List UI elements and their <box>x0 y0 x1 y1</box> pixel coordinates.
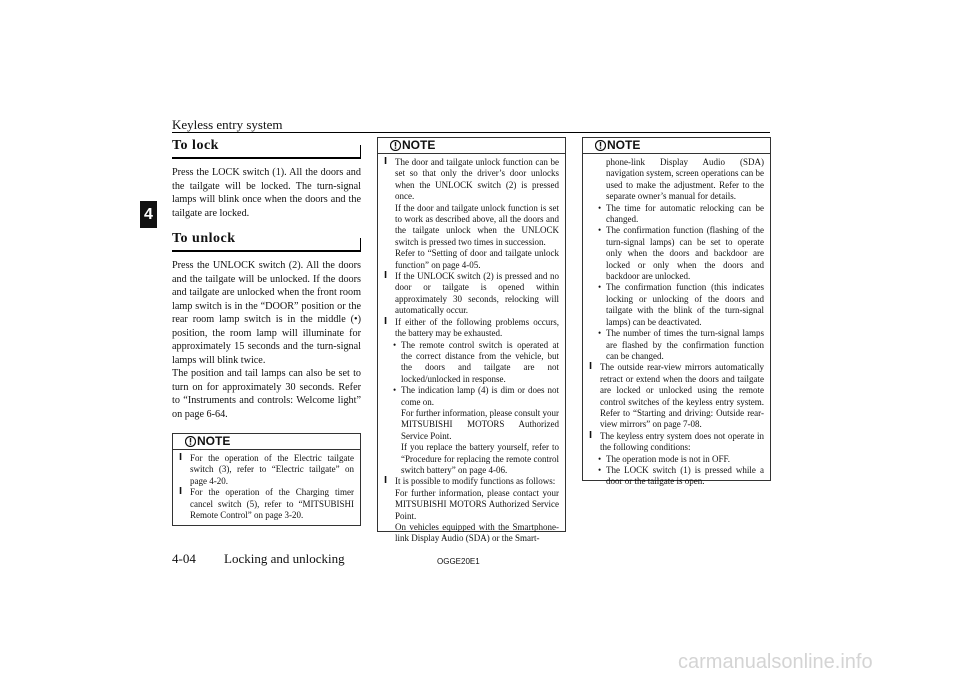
section-rule <box>172 157 361 159</box>
note-box <box>377 137 566 544</box>
note-sub-item: • The operation mode is not in OFF. <box>589 454 764 465</box>
note-item: l The keyless entry system does not operate in the following conditions: <box>589 431 764 454</box>
note-header <box>583 138 770 154</box>
note-item: l If either of the following problems occurs, the battery may be exhausted. <box>384 317 559 340</box>
column-1 <box>172 137 361 526</box>
note-header <box>173 434 360 450</box>
note-sub-text: For further information, please consult your MITSUBISHI MOTORS Authorized Service Point. <box>401 407 559 441</box>
running-header: Keyless entry system <box>172 117 283 132</box>
note-item-text: On vehicles equipped with the Smartphone-link Display Audio (SDA) or the Smart- <box>395 522 559 544</box>
note-item: l The door and tailgate unlock function can be set so that only the driver’s door unlocks when the UNLOCK switch (2) is pressed once. <box>384 157 559 203</box>
note-sub-item: • The time for automatic relocking can be changed. <box>589 203 764 226</box>
footer-section-title: Locking and unlocking <box>224 551 345 566</box>
document-code: OGGE20E1 <box>437 557 480 566</box>
note-sub-text: If you replace the battery yourself, refer to “Procedure for replacing the remote control switch battery” on page 4-06. <box>401 442 559 475</box>
note-sub-item: • The remote control switch is operated at the correct distance from the vehicle, but the doors and tailgate are not locked/unlocked in response. <box>384 340 559 386</box>
note-sub-item: • The indication lamp (4) is dim or does not come on. <box>384 385 559 408</box>
column-2 <box>377 137 566 544</box>
note-item: l If the UNLOCK switch (2) is pressed and no door or tailgate is opened within approximately 30 seconds, relocking will automatically occur. <box>384 271 559 317</box>
info-icon <box>595 140 606 151</box>
section-title-unlock: To unlock <box>172 231 236 246</box>
note-label: NOTE <box>402 138 436 152</box>
chapter-tab: 4 <box>140 201 157 228</box>
note-continued-text: phone-link Display Audio (SDA) navigation system, screen operations can be used to make the adjustment. Refer to the separate owner’s manual for details. <box>606 157 764 202</box>
section-title-lock: To lock <box>172 138 219 153</box>
note-item: l It is possible to modify functions as follows: <box>384 476 559 487</box>
note-item-text: For further information, please contact your MITSUBISHI MOTORS Authorized Service Point. <box>395 487 559 521</box>
section-rule <box>172 250 361 252</box>
note-item: l The outside rear-view mirrors automatically retract or extend when the doors and tailgate are locked or unlocked using the remote control switches of the keyless entry system. Refer to “Starting and driving: Outside rear-view mirrors” on page 7-08. <box>589 362 764 430</box>
info-icon <box>185 436 196 447</box>
note-sub-item: • The confirmation function (this indicates locking or unlocking of the doors and tailgate with the blink of the turn-signal lamps) can be deactivated. <box>589 282 764 328</box>
note-item: l For the operation of the Charging timer cancel switch (5), refer to “MITSUBISHI Remote Control” on page 3-20. <box>179 487 354 521</box>
note-item-text: If the door and tailgate unlock function is set to work as described above, all the doors and the tailgate unlock when the UNLOCK switch is pressed two times in succession. <box>395 202 559 247</box>
note-label: NOTE <box>607 138 641 152</box>
lock-paragraph: Press the LOCK switch (1). All the doors and the tailgate will be locked. The turn-signal lamps will blink once when the doors and the tailgate are locked. <box>172 167 361 219</box>
note-sub-item: • The number of times the turn-signal lamps are flashed by the confirmation function can be changed. <box>589 328 764 362</box>
page-number: 4-04 <box>172 551 196 566</box>
note-item-text: Refer to “Setting of door and tailgate unlock function” on page 4-05. <box>395 248 559 270</box>
note-sub-item: • The confirmation function (flashing of the turn-signal lamps) can be set to operate only when the doors and backdoor are locked or only when the doors and backdoor are unlocked. <box>589 225 764 282</box>
note-box <box>582 137 771 487</box>
unlock-paragraph: Press the UNLOCK switch (2). All the doors and the tailgate will be unlocked. If the doors and tailgate are unlocked when the front room lamp switch is in the “DOOR” position or the rear room lamp switch is in the middle (•) position, the room lamp will illuminate for approximately 15 seconds and the turn-signal lamps will blink twice. <box>172 260 361 366</box>
note-label: NOTE <box>197 434 231 448</box>
watermark: carmanualsonline.info <box>678 651 873 673</box>
note-header <box>378 138 565 154</box>
header-rule <box>172 132 770 133</box>
note-sub-item: • The LOCK switch (1) is pressed while a door or the tailgate is open. <box>589 465 764 488</box>
column-3 <box>582 137 771 487</box>
note-box <box>172 433 361 526</box>
info-icon <box>390 140 401 151</box>
note-item: l For the operation of the Electric tailgate switch (3), refer to “Electric tailgate” on page 4-20. <box>179 453 354 487</box>
unlock-paragraph-2: The position and tail lamps can also be set to turn on for approximately 30 seconds. Refer to “Instruments and controls: Welcome light” on page 6-64. <box>172 368 361 420</box>
